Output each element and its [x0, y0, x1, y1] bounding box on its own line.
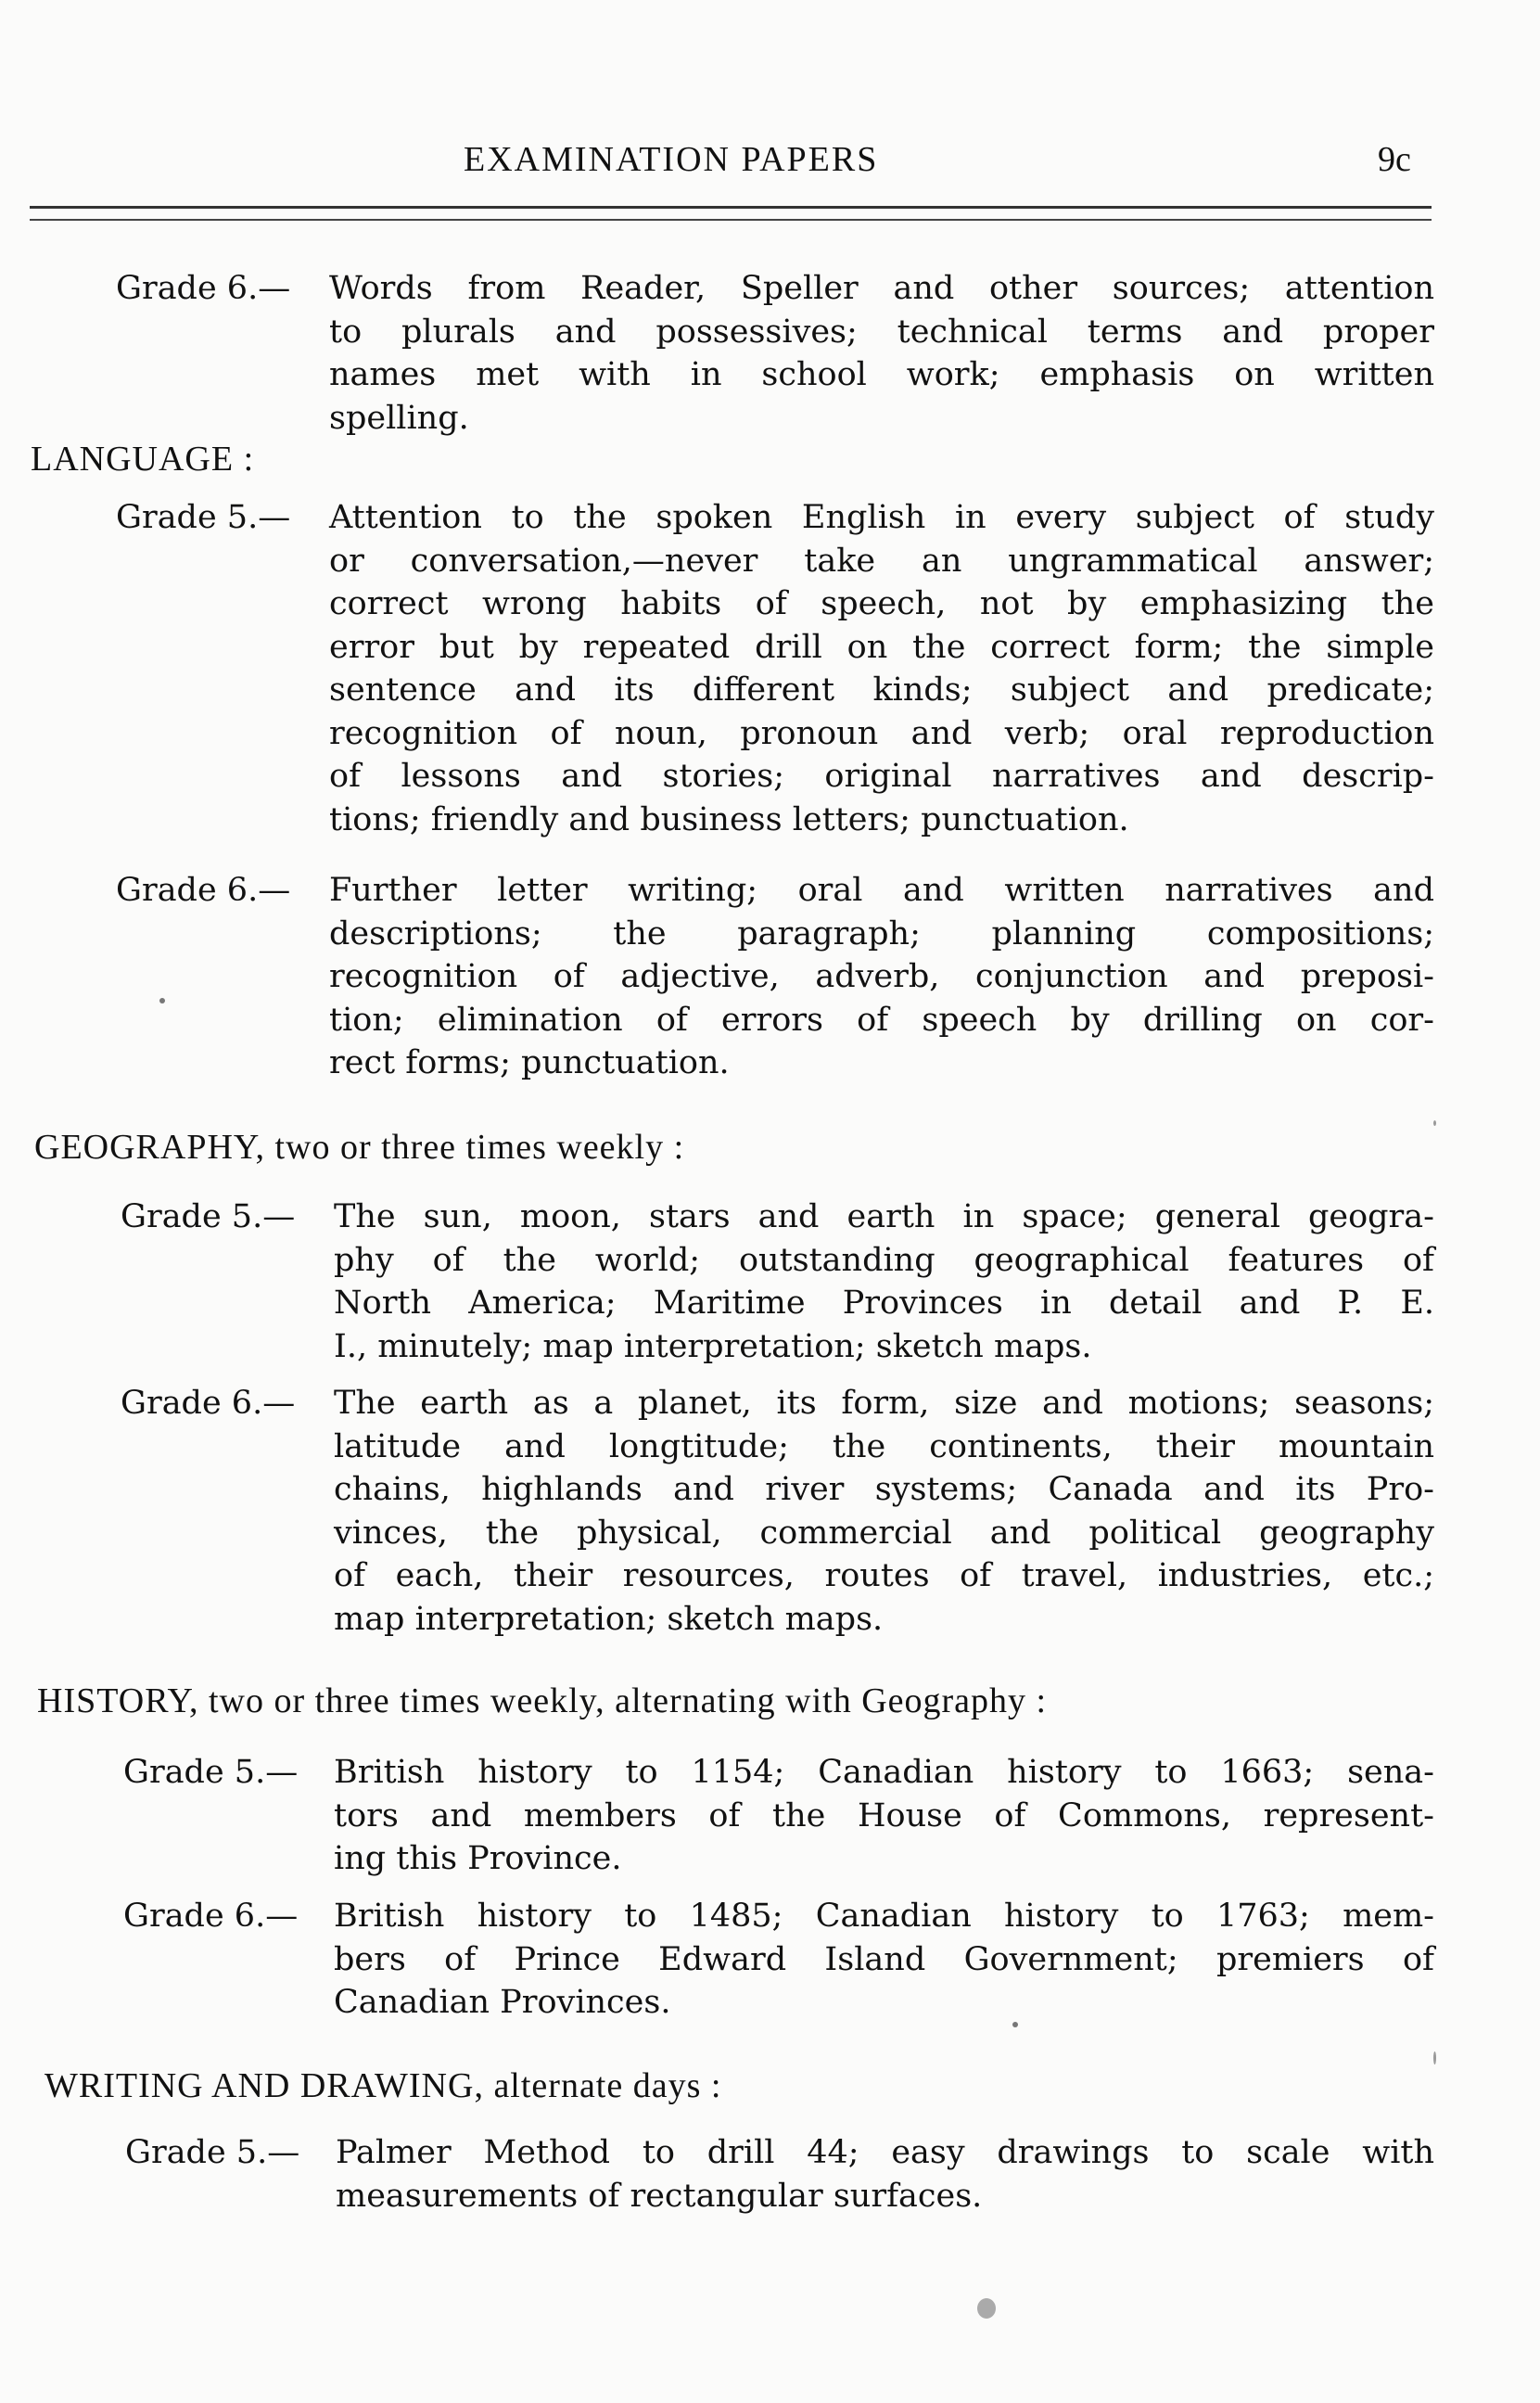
- section-heading-history: HISTORY, two or three times weekly, alternating with Geography :: [37, 1681, 1048, 1720]
- language-grade-5-text: [329, 496, 1434, 841]
- text-line: sentence and its different kinds; subject and predicate;: [329, 671, 1434, 709]
- text-line: Attention to the spoken English in every subject of study: [329, 499, 1434, 536]
- language-grade-5-label: Grade 5.—: [116, 499, 291, 536]
- scan-speck: [1012, 2022, 1018, 2027]
- text-line: phy of the world; outstanding geographical features of: [334, 1241, 1434, 1279]
- spelling-grade-6-label: Grade 6.—: [116, 270, 291, 307]
- text-line: to plurals and possessives; technical terms and proper: [329, 313, 1434, 351]
- history-grade-5-text: [334, 1751, 1434, 1881]
- language-grade-6-text: [329, 869, 1434, 1085]
- text-line: North America; Maritime Provinces in detail and P. E.: [334, 1285, 1434, 1322]
- text-line: of each, their resources, routes of travel, industries, etc.;: [334, 1557, 1434, 1594]
- running-title: EXAMINATION PAPERS: [464, 140, 879, 179]
- history-grade-6-text: [334, 1895, 1434, 2025]
- history-grade-6-label: Grade 6.—: [123, 1898, 299, 1935]
- text-line: latitude and longtitude; the continents, their mountain: [334, 1427, 1434, 1465]
- geography-grade-6-text: [334, 1382, 1434, 1641]
- text-line: The sun, moon, stars and earth in space; general geogra-: [334, 1198, 1434, 1235]
- geography-grade-5-text: [334, 1195, 1434, 1368]
- text-line: Palmer Method to drill 44; easy drawings to scale with: [336, 2134, 1434, 2171]
- text-line: rect forms; punctuation.: [329, 1044, 730, 1081]
- header-rule-top: [30, 206, 1432, 209]
- text-line: recognition of adjective, adverb, conjunction and preposi-: [329, 958, 1434, 995]
- spelling-grade-6-text: [329, 267, 1434, 440]
- text-line: names met with in school work; emphasis on written: [329, 356, 1434, 393]
- scan-speck: [1433, 1120, 1436, 1126]
- text-line: vinces, the physical, commercial and political geography: [334, 1514, 1434, 1552]
- text-line: Words from Reader, Speller and other sources; attention: [329, 270, 1434, 307]
- text-line: Further letter writing; oral and written narratives and: [329, 872, 1434, 909]
- text-line: measurements of rectangular surfaces.: [336, 2177, 983, 2215]
- section-heading-writing-drawing: WRITING AND DRAWING, alternate days :: [45, 2066, 722, 2105]
- scan-speck: [1433, 2051, 1436, 2064]
- text-line: I., minutely; map interpretation; sketch maps.: [334, 1327, 1092, 1365]
- text-line: spelling.: [329, 399, 469, 437]
- text-line: British history to 1485; Canadian history to 1763; mem-: [334, 1898, 1434, 1935]
- text-line: tors and members of the House of Commons, represent-: [334, 1796, 1434, 1834]
- scan-speck: [977, 2298, 996, 2319]
- page-number: 9c: [1378, 140, 1411, 179]
- text-line: or conversation,—never take an ungrammatical answer;: [329, 542, 1434, 580]
- text-line: correct wrong habits of speech, not by emphasizing the: [329, 585, 1434, 622]
- text-line: descriptions; the paragraph; planning compositions;: [329, 914, 1434, 952]
- text-line: tions; friendly and business letters; punctuation.: [329, 800, 1129, 838]
- text-line: chains, highlands and river systems; Canada and its Pro-: [334, 1471, 1434, 1508]
- text-line: error but by repeated drill on the correct form; the simple: [329, 628, 1434, 666]
- geography-grade-6-label: Grade 6.—: [121, 1385, 296, 1422]
- scan-speck: [159, 998, 165, 1003]
- text-line: British history to 1154; Canadian history to 1663; sena-: [334, 1754, 1434, 1791]
- text-line: The earth as a planet, its form, size and motions; seasons;: [334, 1385, 1434, 1422]
- text-line: bers of Prince Edward Island Government; premiers of: [334, 1940, 1434, 1978]
- text-line: ing this Province.: [334, 1840, 622, 1877]
- text-line: map interpretation; sketch maps.: [334, 1600, 884, 1638]
- text-line: of lessons and stories; original narratives and descrip-: [329, 758, 1434, 795]
- section-heading-geography: GEOGRAPHY, two or three times weekly :: [34, 1128, 685, 1167]
- language-grade-6-label: Grade 6.—: [116, 872, 291, 909]
- text-line: Canadian Provinces.: [334, 1984, 671, 2021]
- writing-drawing-grade-5-text: [336, 2131, 1434, 2218]
- text-line: recognition of noun, pronoun and verb; oral reproduction: [329, 714, 1434, 752]
- text-line: tion; elimination of errors of speech by drilling on cor-: [329, 1001, 1434, 1039]
- writing-drawing-grade-5-label: Grade 5.—: [125, 2134, 300, 2171]
- geography-grade-5-label: Grade 5.—: [121, 1198, 296, 1235]
- section-heading-language: LANGUAGE :: [31, 440, 255, 479]
- history-grade-5-label: Grade 5.—: [123, 1754, 299, 1791]
- header-rule-bottom: [30, 219, 1432, 221]
- page-header: [0, 139, 1540, 195]
